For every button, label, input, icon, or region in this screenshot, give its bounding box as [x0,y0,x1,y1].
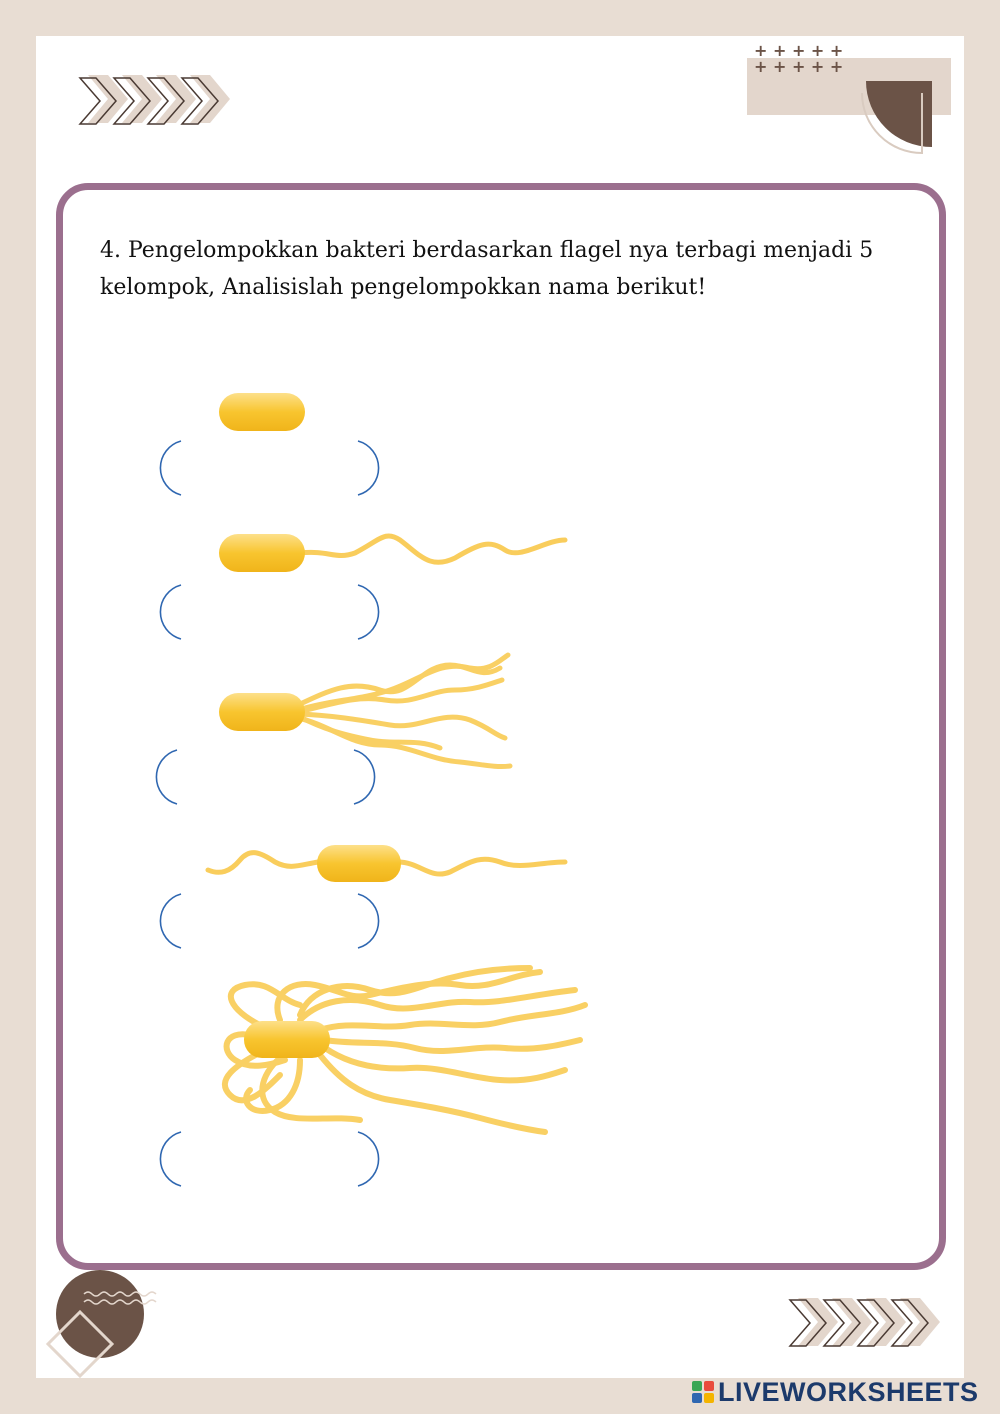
corner-decoration-bottom-left [48,1270,156,1376]
bacterium-lophotrichous-cell [219,693,305,731]
answer-field-3[interactable] [166,749,370,807]
bacterium-atrichous [219,393,305,431]
bacterium-peritrichous-cell [244,1021,330,1058]
answer-field-4[interactable] [170,893,374,951]
chevron-decoration-bottom-right [790,1298,940,1346]
answer-field-2[interactable] [170,584,374,642]
answer-field-5[interactable] [170,1131,374,1189]
bacterium-amphitrichous [208,845,565,882]
corner-decoration-top-right [747,41,951,153]
brand-name: LIVEWORKSHEETS [718,1376,979,1407]
svg-text:+ + + + +: + + + + + [754,57,844,76]
bacterium-monotrichous [219,534,565,572]
liveworksheets-logo-icon [692,1381,714,1403]
liveworksheets-brand[interactable] [692,1374,979,1410]
chevron-decoration-top-left [80,75,230,124]
question-text: 4. Pengelompokkan bakteri berdasarkan flagel nya terbagi menjadi 5 kelompok, Analisislah pengelompokkan nama berikut! [100,238,874,300]
svg-text:+ + + + +: + + + + + [754,41,844,60]
answer-field-1[interactable] [170,440,374,498]
